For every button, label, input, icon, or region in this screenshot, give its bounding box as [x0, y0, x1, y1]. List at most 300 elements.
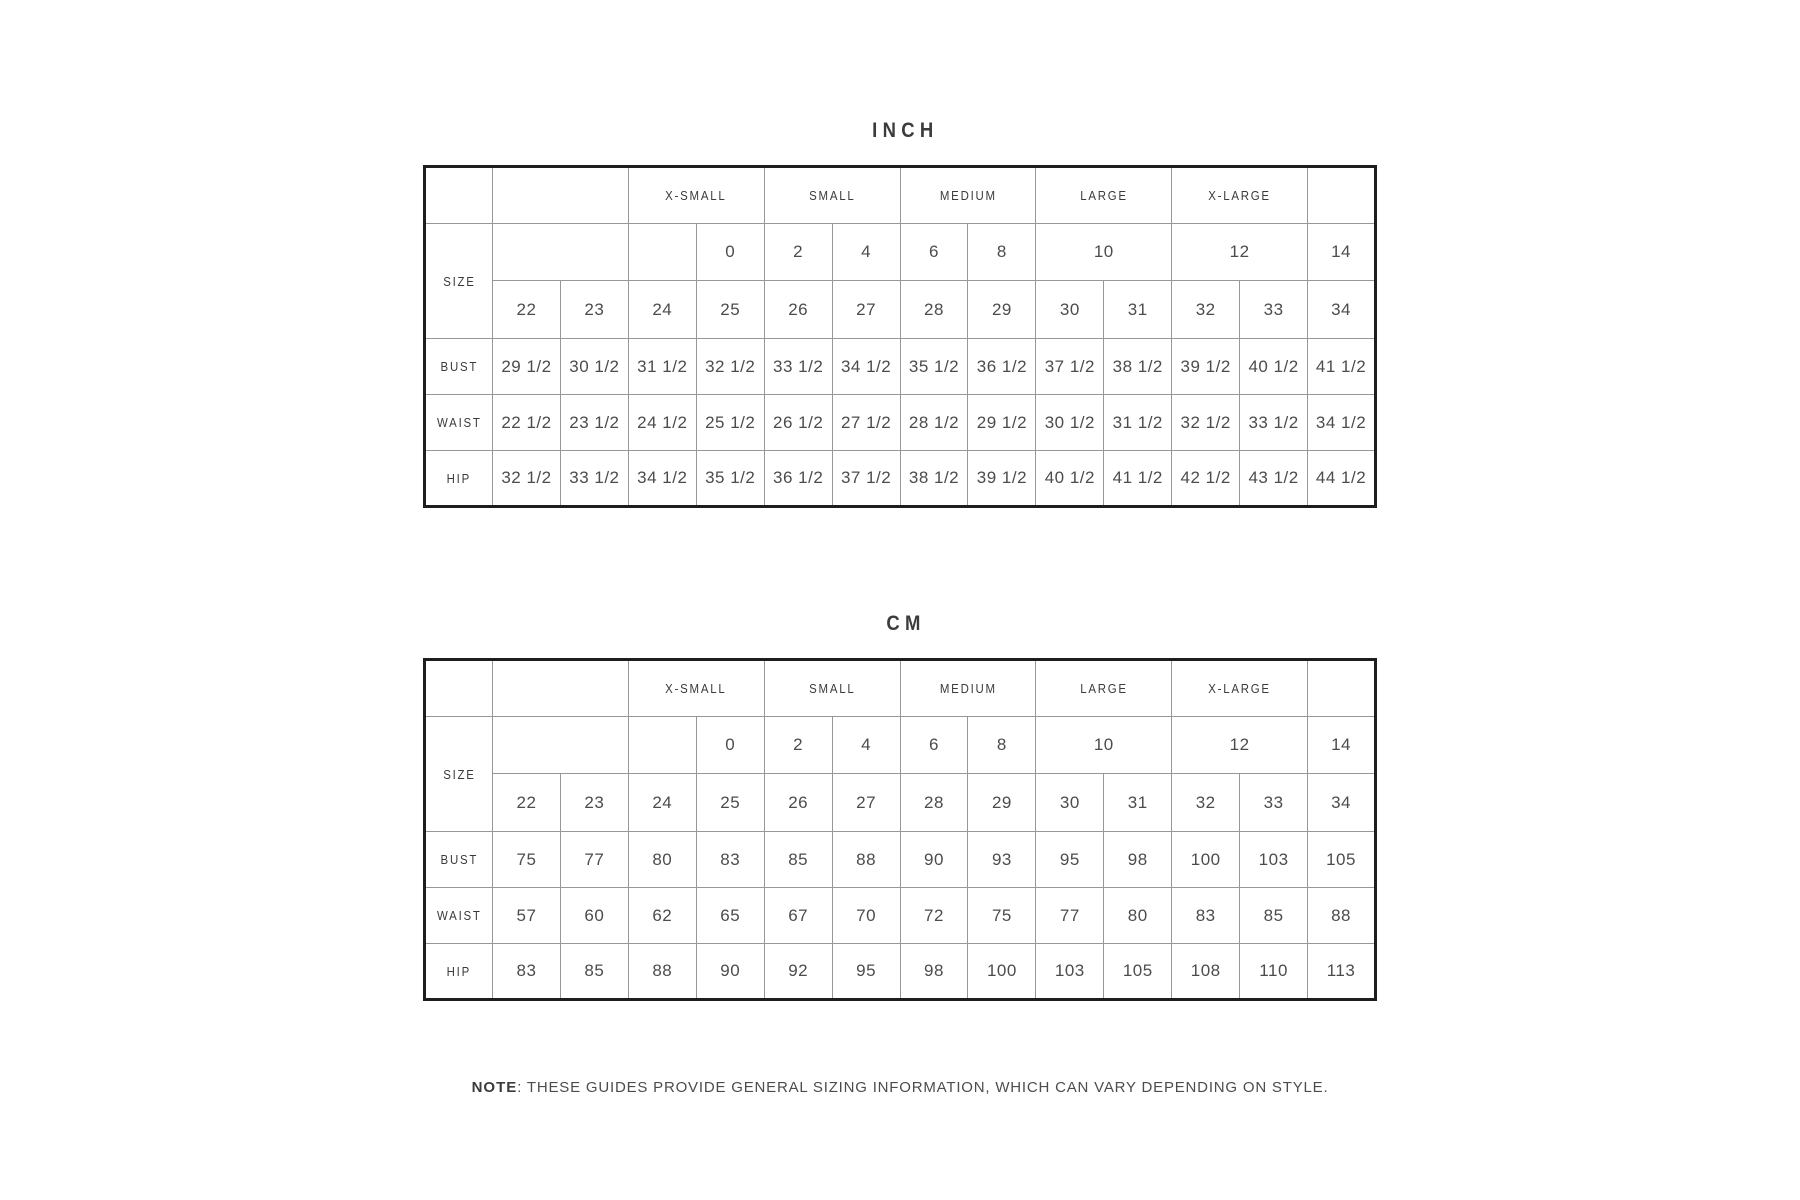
measurement-value-cell-text: 40 1/2: [1044, 468, 1095, 487]
measurement-value-cell-text: 80: [1127, 905, 1148, 925]
measurement-value-cell-text: 33 1/2: [569, 468, 620, 487]
measurement-value-cell: [764, 888, 832, 944]
measurement-value-cell-text: 38 1/2: [1112, 356, 1163, 376]
numeric-size-cell: [1172, 774, 1240, 832]
numeric-size-cell-text: 26: [788, 792, 809, 812]
numeric-size-cell: [1308, 774, 1376, 832]
measurement-value-cell: [493, 888, 561, 944]
measurement-value-cell-text: 35 1/2: [908, 356, 960, 376]
waist-row-label-text: WAIST: [436, 415, 482, 430]
measurement-value-cell: [628, 832, 696, 888]
measurement-value-cell: [696, 395, 764, 451]
measurement-value-cell-text: 83: [516, 961, 537, 980]
measurement-value-cell-text: 108: [1190, 961, 1221, 980]
us-size-cell: [900, 717, 968, 774]
hip-row-label-text: HIP: [446, 470, 472, 486]
measurement-value-cell-text: 28 1/2: [908, 412, 960, 432]
measurement-value-cell-text: 95: [1059, 849, 1080, 869]
size-group-header-large: [1036, 167, 1172, 224]
measurement-value-cell: [900, 395, 968, 451]
numeric-size-cell: [1240, 774, 1308, 832]
measurement-value-cell: [1308, 888, 1376, 944]
measurement-value-cell: [832, 451, 900, 507]
measurement-value-cell: [628, 339, 696, 395]
numeric-size-cell-text: 27: [856, 299, 877, 319]
measurement-value-cell: [832, 832, 900, 888]
empty-size-cell: [628, 717, 696, 774]
measurement-value-cell: [1036, 395, 1104, 451]
us-size-cell: [1172, 224, 1308, 281]
empty-group-cell: [493, 167, 629, 224]
measurement-value-cell-text: 105: [1326, 849, 1356, 869]
empty-size-cell: [628, 224, 696, 281]
numeric-size-cell: [968, 281, 1036, 339]
measurement-value-cell: [628, 888, 696, 944]
measurement-value-cell-text: 85: [788, 849, 809, 869]
measurement-value-cell: [900, 832, 968, 888]
measurement-value-cell: [968, 888, 1036, 944]
measurement-value-cell: [1308, 944, 1376, 1000]
measurement-value-cell: [493, 395, 561, 451]
measurement-value-cell-text: 110: [1259, 961, 1288, 980]
measurement-value-cell-text: 62: [652, 905, 673, 925]
size-group-header-medium: [900, 660, 1036, 717]
us-size-cell: [1308, 717, 1376, 774]
measurement-value-cell: [1240, 395, 1308, 451]
numeric-size-cell-text: 30: [1059, 792, 1080, 812]
measurement-value-cell: [1104, 944, 1172, 1000]
measurement-value-cell-text: 100: [986, 961, 1017, 980]
size-group-header-medium-text: MEDIUM: [939, 188, 997, 203]
measurement-value-cell: [493, 832, 561, 888]
measurement-value-cell-text: 27 1/2: [840, 412, 892, 432]
measurement-value-cell: [1172, 944, 1240, 1000]
measurement-value-cell-text: 31 1/2: [1112, 412, 1163, 432]
empty-size-cell: [493, 717, 629, 774]
numeric-size-cell-text: 31: [1127, 299, 1148, 319]
measurement-value-cell: [1036, 888, 1104, 944]
hip-row-label: [425, 944, 493, 1000]
measurement-value-cell: [1308, 395, 1376, 451]
waist-row-label: [425, 888, 493, 944]
measurement-value-cell: [560, 888, 628, 944]
numeric-size-cell: [1104, 774, 1172, 832]
measurement-value-cell: [1104, 832, 1172, 888]
measurement-value-cell-text: 113: [1326, 961, 1356, 980]
numeric-size-cell: [1104, 281, 1172, 339]
measurement-value-cell-text: 85: [1263, 905, 1284, 925]
numeric-size-cell: [764, 774, 832, 832]
numeric-size-cell-text: 25: [720, 299, 741, 319]
measurement-value-cell: [900, 888, 968, 944]
measurement-value-cell: [696, 339, 764, 395]
measurement-value-cell-text: 33 1/2: [1248, 412, 1299, 432]
measurement-value-cell-text: 25 1/2: [705, 412, 756, 432]
cm-guide-section: [423, 611, 1377, 1001]
hip-row: [425, 451, 1376, 507]
numeric-size-cell: [764, 281, 832, 339]
sizing-note-label: NOTE: [471, 1079, 518, 1096]
measurement-value-cell: [900, 339, 968, 395]
bust-row-label: [425, 832, 493, 888]
waist-row: [425, 395, 1376, 451]
cm-table-title: [423, 611, 1377, 637]
us-size-cell: [1036, 717, 1172, 774]
numeric-size-cell: [1308, 281, 1376, 339]
us-size-cell-text: 0: [725, 735, 736, 754]
us-size-cell-text: 14: [1331, 242, 1351, 261]
size-row-label: [425, 224, 493, 339]
measurement-value-cell: [1036, 944, 1104, 1000]
numeric-size-cell: [832, 774, 900, 832]
measurement-value-cell-text: 75: [991, 905, 1012, 925]
us-size-cell-text: 6: [929, 735, 939, 754]
size-group-header-x-large: [1172, 167, 1308, 224]
measurement-value-cell-text: 98: [924, 961, 944, 980]
us-size-cell-text: 12: [1229, 735, 1250, 754]
us-size-cell: [900, 224, 968, 281]
measurement-value-cell-text: 88: [856, 849, 877, 869]
numeric-size-row: [425, 774, 1376, 832]
measurement-value-cell-text: 80: [652, 849, 673, 869]
size-group-header-medium: [900, 167, 1036, 224]
corner-cell: [425, 167, 493, 224]
size-row-label: [425, 717, 493, 832]
numeric-size-cell: [696, 774, 764, 832]
measurement-value-cell-text: 83: [720, 849, 741, 869]
measurement-value-cell-text: 85: [584, 961, 605, 980]
measurement-value-cell-text: 32 1/2: [501, 468, 552, 487]
numeric-size-cell-text: 29: [991, 299, 1012, 319]
us-size-cell: [968, 717, 1036, 774]
us-size-cell: [832, 717, 900, 774]
size-group-header-row: [425, 660, 1376, 717]
size-group-header-small-text: SMALL: [808, 681, 856, 696]
size-row-label-text: SIZE: [442, 766, 476, 782]
measurement-value-cell-text: 44 1/2: [1315, 468, 1367, 487]
us-size-cell-text: 8: [996, 735, 1007, 754]
measurement-value-cell: [560, 339, 628, 395]
us-size-cell-text: 10: [1093, 735, 1114, 754]
measurement-value-cell-text: 42 1/2: [1180, 468, 1231, 487]
measurement-value-cell-text: 32 1/2: [1180, 412, 1231, 432]
size-group-header-small: [764, 660, 900, 717]
hip-row-label: [425, 451, 493, 507]
measurement-value-cell-text: 92: [788, 961, 809, 980]
measurement-value-cell-text: 23 1/2: [569, 412, 620, 432]
numeric-size-cell: [1240, 281, 1308, 339]
numeric-size-cell-text: 28: [924, 792, 944, 812]
measurement-value-cell-text: 40 1/2: [1248, 356, 1299, 376]
inch-size-table: [423, 165, 1377, 508]
size-group-header-x-large: [1172, 660, 1308, 717]
measurement-value-cell-text: 67: [788, 905, 809, 925]
waist-row: [425, 888, 1376, 944]
measurement-value-cell: [1308, 832, 1376, 888]
measurement-value-cell-text: 75: [516, 849, 537, 869]
measurement-value-cell-text: 39 1/2: [976, 468, 1028, 487]
measurement-value-cell-text: 88: [1331, 905, 1351, 925]
measurement-value-cell-text: 43 1/2: [1248, 468, 1299, 487]
numeric-size-cell: [493, 774, 561, 832]
measurement-value-cell-text: 41 1/2: [1315, 356, 1367, 376]
measurement-value-cell-text: 30 1/2: [1044, 412, 1095, 432]
us-size-cell: [1036, 224, 1172, 281]
measurement-value-cell: [900, 944, 968, 1000]
measurement-value-cell-text: 41 1/2: [1112, 468, 1163, 487]
measurement-value-cell-text: 98: [1127, 849, 1148, 869]
us-size-row: [425, 717, 1376, 774]
size-guide-page: [423, 0, 1377, 1096]
us-size-row: [425, 224, 1376, 281]
numeric-size-cell-text: 34: [1331, 792, 1351, 812]
numeric-size-cell-text: 23: [584, 299, 605, 319]
measurement-value-cell: [560, 451, 628, 507]
us-size-cell-text: 12: [1229, 242, 1250, 261]
numeric-size-cell: [493, 281, 561, 339]
size-group-header-large-text: LARGE: [1079, 681, 1128, 696]
measurement-value-cell-text: 83: [1195, 905, 1216, 925]
numeric-size-cell-text: 26: [788, 299, 809, 319]
measurement-value-cell: [1104, 339, 1172, 395]
measurement-value-cell: [493, 451, 561, 507]
numeric-size-cell-text: 30: [1059, 299, 1080, 319]
measurement-value-cell: [493, 944, 561, 1000]
measurement-value-cell-text: 65: [720, 905, 741, 925]
numeric-size-cell: [628, 281, 696, 339]
numeric-size-row: [425, 281, 1376, 339]
measurement-value-cell-text: 77: [1059, 905, 1080, 925]
measurement-value-cell-text: 103: [1054, 961, 1085, 980]
measurement-value-cell-text: 72: [924, 905, 944, 925]
bust-row: [425, 832, 1376, 888]
measurement-value-cell: [1172, 395, 1240, 451]
measurement-value-cell: [1172, 339, 1240, 395]
measurement-value-cell-text: 103: [1258, 849, 1289, 869]
measurement-value-cell-text: 24 1/2: [637, 412, 688, 432]
measurement-value-cell-text: 29 1/2: [976, 412, 1028, 432]
numeric-size-cell-text: 28: [924, 299, 944, 319]
measurement-value-cell: [1240, 451, 1308, 507]
measurement-value-cell-text: 70: [856, 905, 877, 925]
measurement-value-cell: [1104, 451, 1172, 507]
measurement-value-cell: [1036, 832, 1104, 888]
us-size-cell: [764, 224, 832, 281]
us-size-cell: [696, 224, 764, 281]
measurement-value-cell-text: 22 1/2: [501, 412, 552, 432]
measurement-value-cell-text: 77: [584, 849, 605, 869]
measurement-value-cell: [628, 395, 696, 451]
us-size-cell: [1172, 717, 1308, 774]
size-group-header-x-small-text: X-SMALL: [665, 188, 727, 203]
measurement-value-cell: [968, 832, 1036, 888]
waist-row-label-text: WAIST: [436, 908, 482, 923]
measurement-value-cell-text: 36 1/2: [773, 468, 824, 487]
us-size-cell-text: 8: [996, 242, 1007, 261]
measurement-value-cell: [1172, 888, 1240, 944]
size-group-header-x-small-text: X-SMALL: [665, 681, 727, 696]
measurement-value-cell: [832, 339, 900, 395]
inch-table-title: [423, 118, 1377, 144]
measurement-value-cell-text: 32 1/2: [705, 356, 756, 376]
us-size-cell-text: 0: [725, 242, 736, 261]
size-group-header-row: [425, 167, 1376, 224]
measurement-value-cell-text: 29 1/2: [501, 356, 552, 376]
measurement-value-cell: [764, 944, 832, 1000]
measurement-value-cell-text: 37 1/2: [840, 468, 892, 487]
bust-row-label: [425, 339, 493, 395]
size-group-header-small: [764, 167, 900, 224]
numeric-size-cell: [968, 774, 1036, 832]
measurement-value-cell: [1104, 888, 1172, 944]
measurement-value-cell: [628, 451, 696, 507]
numeric-size-cell: [900, 774, 968, 832]
numeric-size-cell-text: 24: [652, 792, 673, 812]
us-size-cell: [1308, 224, 1376, 281]
inch-table-title-text: INCH: [872, 119, 939, 142]
empty-group-cell: [1308, 167, 1376, 224]
measurement-value-cell-text: 93: [991, 849, 1012, 869]
measurement-value-cell: [696, 832, 764, 888]
numeric-size-cell-text: 24: [652, 299, 673, 319]
corner-cell: [425, 660, 493, 717]
measurement-value-cell: [493, 339, 561, 395]
us-size-cell-text: 14: [1331, 735, 1351, 754]
numeric-size-cell: [900, 281, 968, 339]
us-size-cell: [832, 224, 900, 281]
measurement-value-cell: [1036, 339, 1104, 395]
numeric-size-cell: [628, 774, 696, 832]
measurement-value-cell: [764, 339, 832, 395]
measurement-value-cell: [968, 451, 1036, 507]
measurement-value-cell-text: 37 1/2: [1044, 356, 1095, 376]
measurement-value-cell: [1172, 451, 1240, 507]
measurement-value-cell: [560, 395, 628, 451]
measurement-value-cell: [696, 944, 764, 1000]
measurement-value-cell-text: 38 1/2: [908, 468, 960, 487]
measurement-value-cell: [1172, 832, 1240, 888]
us-size-cell-text: 4: [861, 735, 872, 754]
measurement-value-cell-text: 34 1/2: [1315, 412, 1367, 432]
measurement-value-cell: [1240, 944, 1308, 1000]
measurement-value-cell: [560, 832, 628, 888]
measurement-value-cell-text: 95: [856, 961, 877, 980]
measurement-value-cell-text: 57: [516, 905, 537, 925]
size-group-header-large: [1036, 660, 1172, 717]
measurement-value-cell: [832, 395, 900, 451]
measurement-value-cell: [1104, 395, 1172, 451]
numeric-size-cell-text: 33: [1263, 299, 1284, 319]
empty-size-cell: [493, 224, 629, 281]
size-group-header-x-large-text: X-LARGE: [1208, 681, 1271, 696]
measurement-value-cell-text: 26 1/2: [773, 412, 824, 432]
us-size-cell-text: 2: [793, 735, 804, 754]
measurement-value-cell: [1240, 832, 1308, 888]
size-row-label-text: SIZE: [442, 273, 476, 289]
numeric-size-cell-text: 34: [1331, 299, 1351, 319]
inch-guide-section: [423, 118, 1377, 508]
us-size-cell-text: 10: [1093, 242, 1114, 261]
measurement-value-cell: [696, 451, 764, 507]
us-size-cell: [968, 224, 1036, 281]
bust-row-label-text: BUST: [440, 359, 478, 374]
measurement-value-cell-text: 34 1/2: [840, 356, 892, 376]
measurement-value-cell: [696, 888, 764, 944]
measurement-value-cell-text: 90: [924, 849, 944, 869]
measurement-value-cell-text: 60: [584, 905, 605, 925]
bust-row: [425, 339, 1376, 395]
numeric-size-cell: [1036, 774, 1104, 832]
measurement-value-cell-text: 88: [652, 961, 673, 980]
measurement-value-cell: [1240, 339, 1308, 395]
size-group-header-large-text: LARGE: [1079, 188, 1128, 203]
empty-group-cell: [1308, 660, 1376, 717]
measurement-value-cell: [1308, 339, 1376, 395]
measurement-value-cell: [1036, 451, 1104, 507]
measurement-value-cell-text: 100: [1190, 849, 1221, 869]
us-size-cell-text: 2: [793, 242, 804, 261]
measurement-value-cell: [764, 832, 832, 888]
hip-row-label-text: HIP: [446, 963, 472, 979]
measurement-value-cell-text: 30 1/2: [569, 356, 620, 376]
measurement-value-cell: [968, 339, 1036, 395]
measurement-value-cell-text: 105: [1122, 961, 1153, 980]
measurement-value-cell-text: 31 1/2: [637, 356, 688, 376]
numeric-size-cell-text: 29: [991, 792, 1012, 812]
numeric-size-cell-text: 22: [516, 299, 537, 319]
empty-group-cell: [493, 660, 629, 717]
size-group-header-small-text: SMALL: [808, 188, 856, 203]
measurement-value-cell-text: 90: [720, 961, 741, 980]
measurement-value-cell: [628, 944, 696, 1000]
numeric-size-cell-text: 23: [584, 792, 605, 812]
numeric-size-cell-text: 32: [1195, 792, 1216, 812]
measurement-value-cell: [1240, 888, 1308, 944]
measurement-value-cell: [764, 451, 832, 507]
measurement-value-cell-text: 35 1/2: [705, 468, 756, 487]
numeric-size-cell: [696, 281, 764, 339]
numeric-size-cell-text: 25: [720, 792, 741, 812]
measurement-value-cell: [968, 944, 1036, 1000]
waist-row-label: [425, 395, 493, 451]
measurement-value-cell: [832, 888, 900, 944]
measurement-value-cell: [832, 944, 900, 1000]
us-size-cell-text: 4: [861, 242, 872, 261]
measurement-value-cell-text: 36 1/2: [976, 356, 1028, 376]
numeric-size-cell: [1172, 281, 1240, 339]
us-size-cell: [764, 717, 832, 774]
numeric-size-cell: [832, 281, 900, 339]
measurement-value-cell: [968, 395, 1036, 451]
measurement-value-cell: [560, 944, 628, 1000]
numeric-size-cell-text: 22: [516, 792, 537, 812]
measurement-value-cell: [900, 451, 968, 507]
numeric-size-cell: [560, 774, 628, 832]
numeric-size-cell-text: 33: [1263, 792, 1284, 812]
us-size-cell: [696, 717, 764, 774]
measurement-value-cell: [764, 395, 832, 451]
size-group-header-medium-text: MEDIUM: [939, 681, 997, 696]
size-group-header-x-large-text: X-LARGE: [1208, 188, 1271, 203]
sizing-note: [423, 1079, 1377, 1096]
measurement-value-cell-text: 33 1/2: [773, 356, 824, 376]
sizing-note-text: : THESE GUIDES PROVIDE GENERAL SIZING INFORMATION, WHICH CAN VARY DEPENDING ON STYLE.: [517, 1079, 1329, 1096]
measurement-value-cell: [1308, 451, 1376, 507]
numeric-size-cell: [1036, 281, 1104, 339]
numeric-size-cell-text: 32: [1195, 299, 1216, 319]
numeric-size-cell-text: 31: [1127, 792, 1148, 812]
numeric-size-cell: [560, 281, 628, 339]
